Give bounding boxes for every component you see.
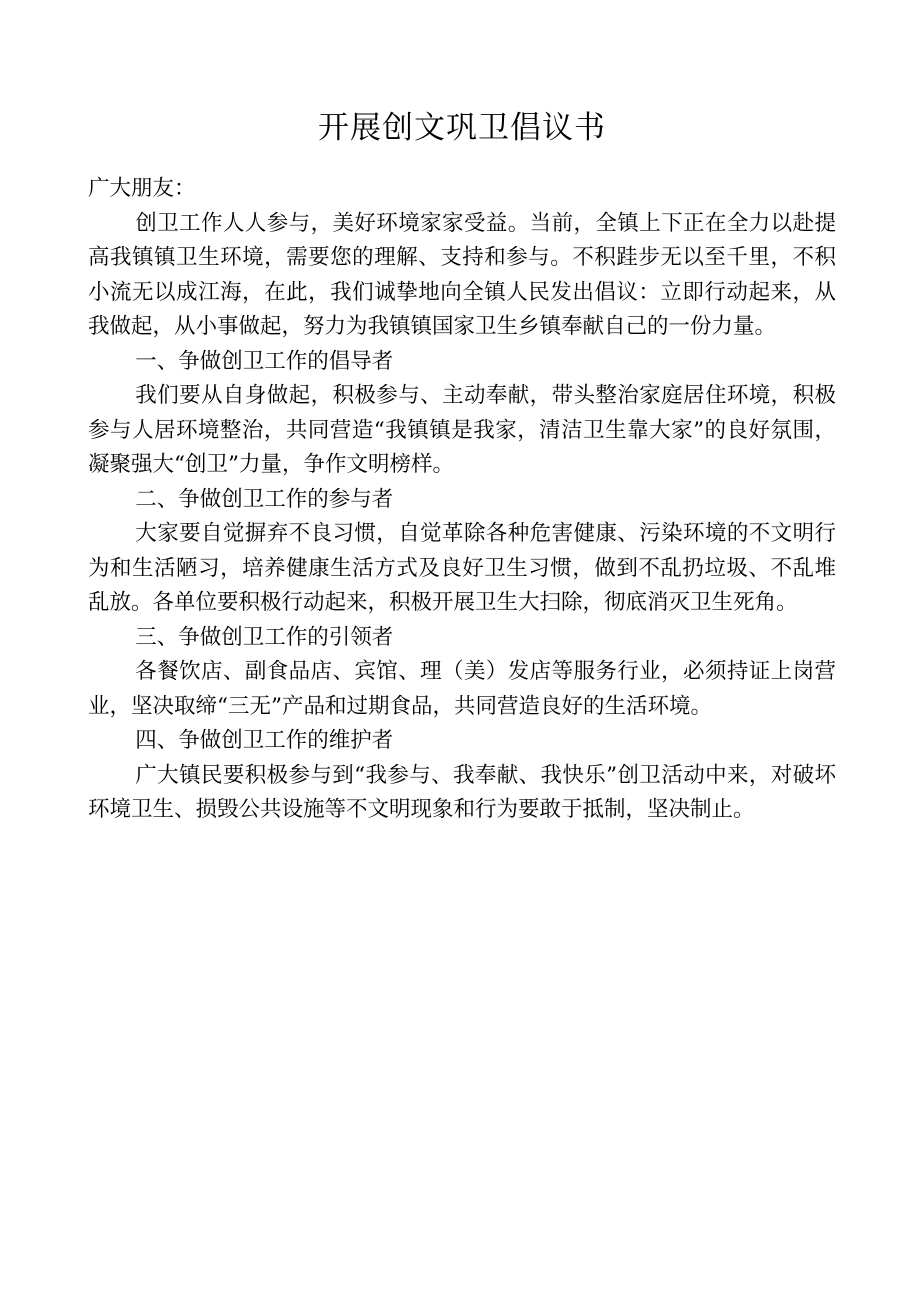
section-heading-3: 三、争做创卫工作的引领者 — [135, 624, 394, 650]
document-page — [88, 104, 836, 828]
section-heading-1: 一、争做创卫工作的倡导者 — [135, 348, 394, 374]
intro-paragraph: 创卫工作人人参与，美好环境家家受益。当前，全镇上下正在全力以赴提高我镇镇卫生环境，需要您的理解、支持和参与。不积跬步无以至千里，不积小流无以成江海，在此，我们诚挚地向全镇人民发出倡议：立即行动起来，从我做起，从小事做起，努力为我镇镇国家卫生乡镇奉献自己的一份力量。 — [88, 210, 836, 339]
section-heading-4: 四、争做创卫工作的维护者 — [135, 728, 394, 753]
section-body-4: 广大镇民要积极参与到“我参与、我奉献、我快乐”创卫活动中来，对破坏环境卫生、损毁公共设施等不文明现象和行为要敢于抵制，坚决制止。 — [88, 762, 836, 822]
document-title: 开展创文巩卫倡议书 — [318, 110, 606, 146]
section-body-1: 我们要从自身做起，积极参与、主动奉献，带头整治家庭居住环境，积极参与人居环境整治，共同营造“我镇镇是我家，清洁卫生靠大家”的良好氛围，凝聚强大“创卫”力量，争作文明榜样。 — [88, 383, 836, 477]
section-heading-2: 二、争做创卫工作的参与者 — [135, 486, 394, 512]
salutation: 广大朋友： — [88, 176, 196, 201]
section-body-3: 各餐饮店、副食品店、宾馆、理（美）发店等服务行业，必须持证上岗营业，坚决取缔“三无”产品和过期食品，共同营造良好的生活环境。 — [88, 659, 836, 719]
section-body-2: 大家要自觉摒弃不良习惯，自觉革除各种危害健康、污染环境的不文明行为和生活陋习，培养健康生活方式及良好卫生习惯，做到不乱扔垃圾、不乱堆乱放。各单位要积极行动起来，积极开展卫生大扫除，彻底消灭卫生死角。 — [88, 521, 836, 615]
